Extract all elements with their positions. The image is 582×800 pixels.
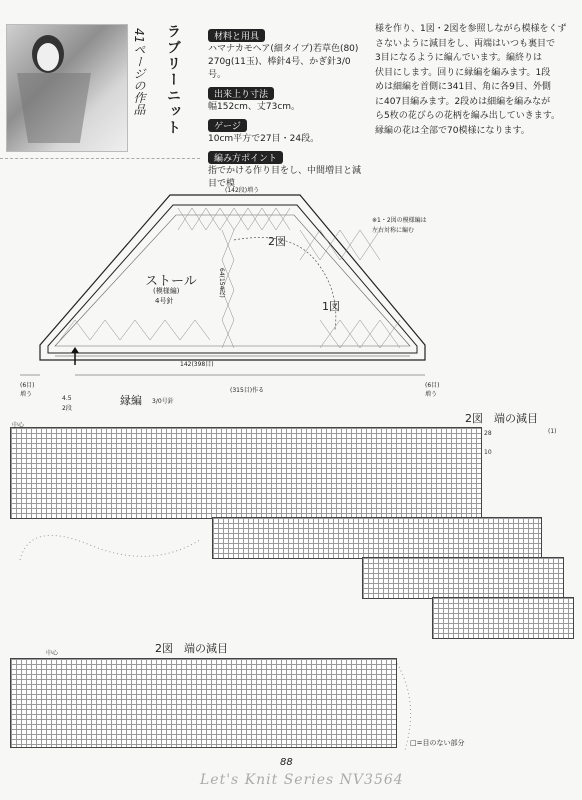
instruction-line: 3目になるように編んでいます。編終りは <box>375 53 543 63</box>
note-line2: 左右対称に編む <box>372 227 415 234</box>
article-title: ラブリーニット <box>165 24 181 136</box>
materials-line1: ハマナカモヘア(細タイプ)若草色(80) <box>208 44 359 54</box>
chart2-center-mark: 中心 <box>46 650 59 657</box>
edging-label: 縁編 <box>120 394 142 407</box>
instruction-line: ら5枚の花びらの花柄を編み出していきます。 <box>375 111 561 121</box>
materials-line2: 270g(11玉)、棒針4号、かぎ針3/0号。 <box>208 57 351 80</box>
vertical-dimension: 64(154段) <box>218 268 225 298</box>
right-dimension: (6目)増う <box>425 382 440 398</box>
chart1-row-marker: 28 <box>484 430 492 437</box>
size-text: 幅152cm、丈73cm。 <box>208 102 301 112</box>
chart1-side-mark: (1) <box>548 428 557 435</box>
chart2-grid <box>10 658 397 748</box>
hook-label: 3/0号針 <box>152 398 174 405</box>
instructions-col2 <box>375 22 575 138</box>
points-heading: 編み方ポイント <box>208 151 283 164</box>
page-reference: 41ページの作品 <box>132 28 146 116</box>
edge-rows: 2段 <box>62 405 72 412</box>
instruction-line: さないように減目をし、両端はいつも裏目で <box>375 38 556 49</box>
chart1-title: 2図 端の減目 <box>465 412 538 425</box>
stole-schematic <box>0 170 582 405</box>
instructions-col1 <box>208 24 368 191</box>
needle-label: 4号針 <box>155 297 174 305</box>
pattern-label: (模様編) <box>153 287 180 295</box>
legend: □=目のない部分 <box>410 739 465 747</box>
points-text: 指でかける作り目をし、中間増目と減目で模 <box>208 166 362 189</box>
page-number: 88 <box>280 757 293 768</box>
chart1-block-top <box>10 427 482 519</box>
top-dimension: (142段)増う <box>225 187 260 194</box>
size-heading: 出来上り寸法 <box>208 87 274 100</box>
fig2-label: 2図 <box>268 235 286 248</box>
instruction-line: 様を作り、1図・2図を参照しながら模様をくず <box>375 24 567 34</box>
chart1-center-mark: 中心 <box>12 422 25 429</box>
edge-dimension: 4.5 <box>62 395 72 402</box>
materials-heading: 材料と用具 <box>208 29 265 42</box>
gauge-heading: ゲージ <box>208 119 247 132</box>
inner-dimension: 142(398目) <box>180 361 214 368</box>
instruction-line: 縁編の花は全部で70模様になります。 <box>375 125 530 136</box>
divider <box>0 158 200 159</box>
instruction-line: 伏目にします。回りに縁編を編みます。1段 <box>375 67 551 78</box>
chart1-block-step3 <box>432 597 574 639</box>
stole-label: ストール <box>145 274 197 289</box>
instruction-line: めは細編を首側に341目、角に各9目、外側 <box>375 82 551 92</box>
gauge-text: 10cm平方で27目・24段。 <box>208 134 320 144</box>
instruction-line: に407目編みます。2段めは細編を編みなが <box>375 96 551 107</box>
note-line1: ※1・2図の模様編は <box>372 217 427 224</box>
left-dimension: (6目)増う <box>20 382 35 398</box>
chart2-title: 2図 端の減目 <box>155 642 228 655</box>
bottom-dimension: (315目)作る <box>230 387 265 394</box>
fig1-label: 1図 <box>322 300 340 313</box>
series-footer: Let's Knit Series NV3564 <box>200 772 404 788</box>
chart1-row-marker: 10 <box>484 449 492 456</box>
model-photo <box>6 24 128 152</box>
lace-pattern <box>60 208 400 348</box>
